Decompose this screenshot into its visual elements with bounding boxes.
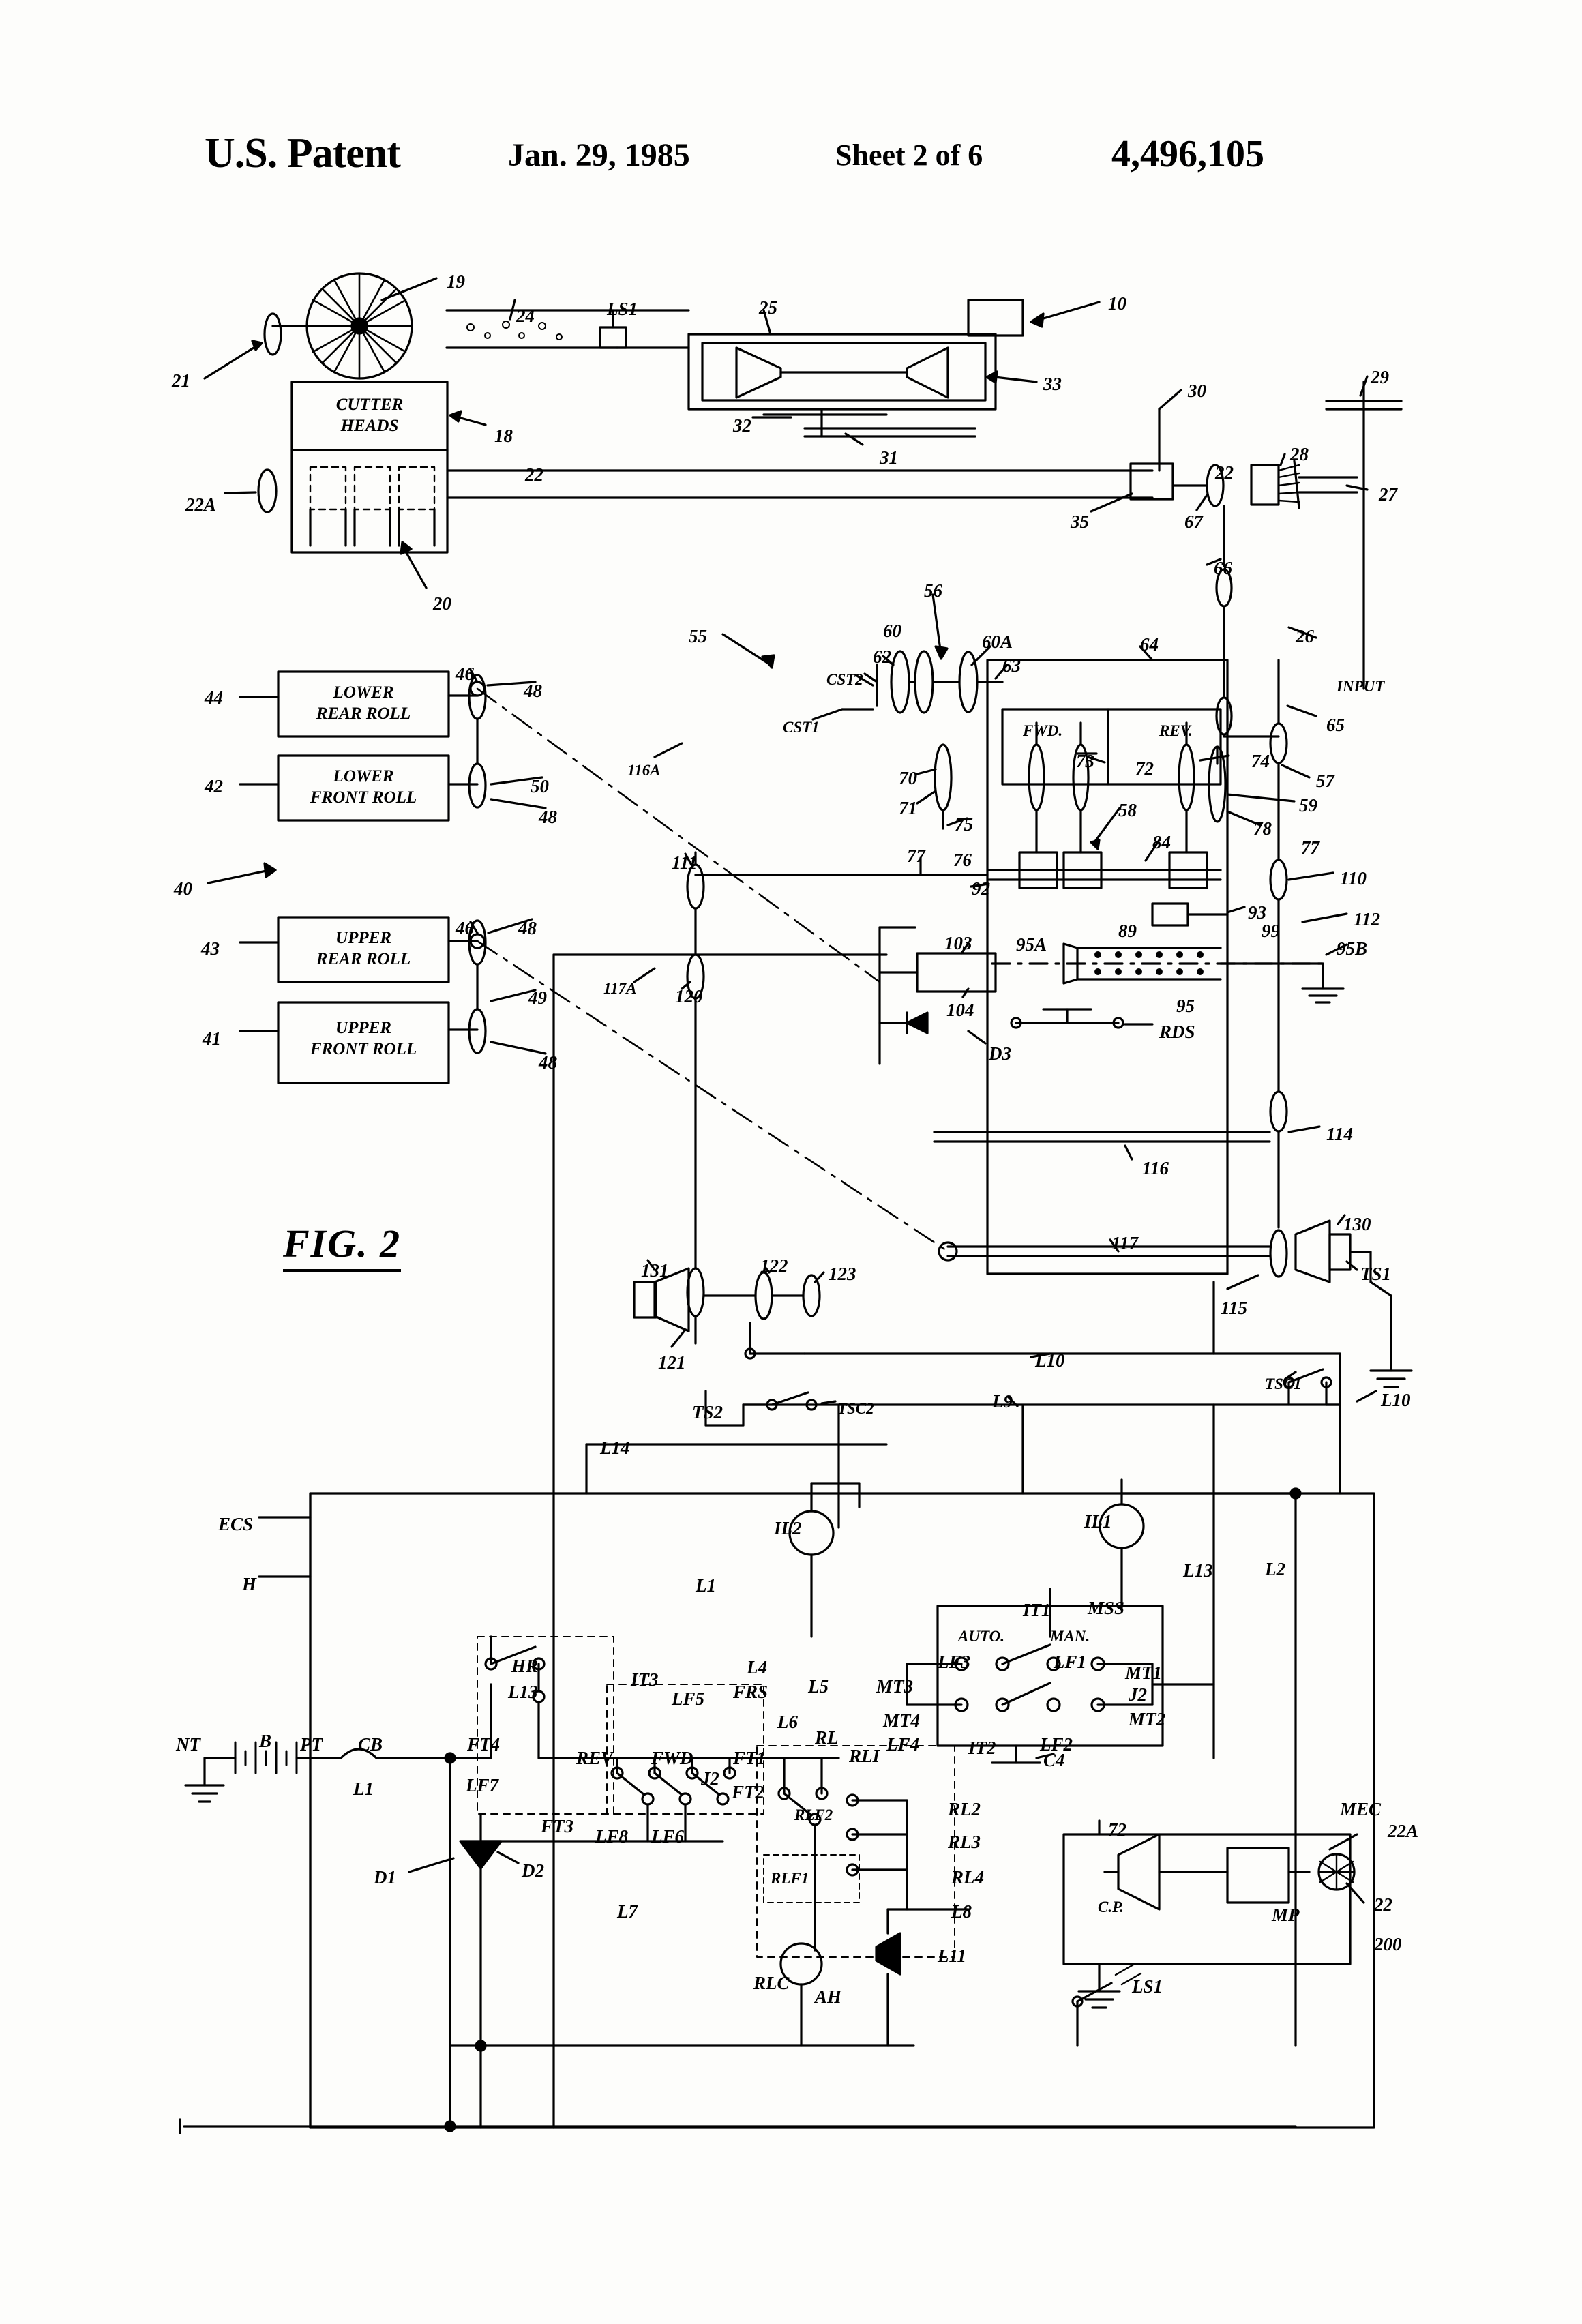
reference-numeral: D3 — [989, 1043, 1011, 1064]
reference-numeral: L10 — [1035, 1350, 1065, 1371]
reference-numeral: TS1 — [1360, 1264, 1392, 1284]
reference-numeral: 40 — [174, 878, 192, 899]
reference-numeral: 74 — [1251, 751, 1270, 771]
reference-numeral: 48 — [518, 918, 537, 938]
reference-numeral: 115 — [1221, 1298, 1248, 1318]
reference-numeral: 26 — [1296, 626, 1314, 646]
reference-numeral: FT3 — [541, 1816, 574, 1836]
reference-numeral: 57 — [1316, 771, 1334, 791]
reference-numeral: C4 — [1043, 1750, 1065, 1770]
reference-numeral: 46 — [456, 664, 474, 684]
reference-numeral: 114 — [1326, 1124, 1354, 1144]
reference-numeral: ECS — [218, 1514, 254, 1534]
reference-numeral: RLI — [849, 1746, 880, 1766]
reference-numeral: 31 — [880, 447, 898, 468]
reference-numeral: IL2 — [774, 1518, 802, 1538]
patent-office-label: U.S. Patent — [205, 130, 400, 177]
reference-numeral: 22 — [1374, 1894, 1392, 1915]
reference-numeral: MT1 — [1125, 1663, 1162, 1683]
reference-numeral: AH — [815, 1986, 842, 2007]
reference-numeral: 112 — [1354, 909, 1381, 929]
reference-numeral: HR — [511, 1656, 539, 1676]
reference-numeral: L1 — [353, 1778, 374, 1799]
reference-numeral: 117A — [603, 980, 637, 997]
reference-numeral: 48 — [539, 1052, 557, 1073]
reference-numeral: 200 — [1374, 1934, 1402, 1954]
reference-numeral: LF7 — [466, 1775, 499, 1796]
reference-numeral: 32 — [733, 415, 751, 436]
reference-numeral: 72 — [1108, 1819, 1126, 1840]
reference-numeral: RL4 — [951, 1867, 985, 1888]
reference-numeral: 95 — [1176, 996, 1195, 1016]
reference-numeral: 123 — [829, 1264, 856, 1284]
reference-numeral: 99 — [1262, 921, 1280, 941]
reference-numeral: C.P. — [1098, 1898, 1124, 1916]
reference-numeral: 117 — [1111, 1233, 1139, 1253]
reference-numeral: MAN. — [1050, 1628, 1090, 1645]
reference-numeral: FT2 — [732, 1782, 765, 1802]
reference-numeral: MEC — [1340, 1799, 1382, 1819]
reference-numeral: 44 — [205, 687, 223, 708]
reference-numeral: MP — [1272, 1905, 1300, 1925]
reference-numeral: 95B — [1337, 938, 1368, 959]
reference-numeral: 120 — [675, 986, 703, 1007]
reference-numeral: 60 — [883, 621, 901, 641]
reference-numeral: J2 — [1129, 1684, 1147, 1705]
reference-numeral: 25 — [759, 297, 777, 318]
reference-numeral: 46 — [456, 918, 474, 938]
reference-numeral: L1 — [696, 1575, 716, 1596]
reference-numeral: 43 — [201, 938, 220, 959]
reference-numeral: B — [259, 1731, 272, 1751]
reference-numeral: 116A — [627, 762, 661, 779]
reference-numeral: 73 — [1076, 751, 1094, 771]
reference-numeral: MT4 — [883, 1710, 920, 1731]
reference-numeral: MT3 — [876, 1676, 913, 1697]
reference-numeral: 22 — [525, 464, 543, 485]
reference-numeral: REV. — [1159, 722, 1193, 739]
reference-numeral: LF6 — [651, 1826, 685, 1847]
reference-numeral: 62 — [873, 646, 891, 667]
reference-numeral: LS1 — [607, 299, 638, 319]
box-label-lower-front-roll: LOWER FRONT ROLL — [310, 767, 417, 807]
reference-numeral: AUTO. — [958, 1628, 1004, 1645]
reference-numeral: LF5 — [672, 1688, 705, 1709]
reference-numeral: 131 — [641, 1260, 669, 1281]
reference-numeral: 76 — [953, 850, 972, 870]
reference-numeral: L10 — [1381, 1390, 1411, 1410]
reference-numeral: 10 — [1108, 293, 1126, 314]
reference-numeral: 116 — [1142, 1158, 1169, 1178]
reference-numeral: 28 — [1290, 444, 1309, 464]
reference-numeral: 50 — [531, 776, 549, 796]
reference-numeral: 77 — [1301, 837, 1319, 858]
reference-numeral: MT2 — [1129, 1709, 1165, 1729]
reference-numeral: 55 — [689, 626, 707, 646]
reference-numeral: LF8 — [595, 1826, 629, 1847]
reference-numeral: 60A — [982, 631, 1013, 652]
reference-numeral: 65 — [1326, 715, 1345, 735]
reference-numeral: REV — [576, 1748, 614, 1768]
reference-numeral: RL3 — [948, 1832, 981, 1852]
reference-numeral: FT4 — [467, 1734, 501, 1755]
reference-numeral: RLC — [753, 1973, 790, 1993]
reference-numeral: 70 — [899, 768, 917, 788]
reference-numeral: 71 — [899, 798, 917, 818]
reference-numeral: TS2 — [692, 1402, 723, 1422]
reference-numeral: 35 — [1071, 511, 1089, 532]
reference-numeral: 72 — [1135, 758, 1154, 779]
reference-numeral: 111 — [672, 852, 698, 873]
reference-numeral: PT — [300, 1734, 323, 1755]
reference-numeral: FRS — [733, 1682, 768, 1702]
reference-numeral: FWD. — [1023, 722, 1063, 739]
reference-numeral: LS1 — [1132, 1976, 1163, 1997]
reference-numeral: D1 — [374, 1867, 396, 1888]
reference-numeral: IL1 — [1084, 1511, 1112, 1532]
figure-label: FIG. 2 — [283, 1221, 401, 1272]
reference-numeral: 130 — [1343, 1214, 1371, 1234]
reference-numeral: TSC2 — [837, 1400, 874, 1417]
reference-numeral: 121 — [658, 1352, 686, 1373]
reference-numeral: L9 — [992, 1391, 1013, 1412]
reference-numeral: CST1 — [783, 719, 820, 736]
reference-numeral: J2 — [701, 1768, 719, 1789]
reference-numeral: 104 — [946, 1000, 974, 1020]
reference-numeral: 48 — [524, 681, 542, 701]
reference-numeral: IT2 — [968, 1738, 996, 1758]
box-label-lower-rear-roll: LOWER REAR ROLL — [316, 683, 411, 724]
box-label-cutter-heads: CUTTER HEADS — [335, 396, 404, 436]
reference-numeral: 19 — [447, 271, 465, 292]
reference-numeral: CST2 — [826, 671, 863, 688]
reference-numeral: 56 — [924, 580, 942, 601]
reference-numeral: RLF2 — [794, 1806, 833, 1823]
reference-numeral: 59 — [1299, 795, 1317, 816]
reference-numeral: L2 — [1265, 1559, 1285, 1579]
reference-numeral: D2 — [522, 1860, 544, 1881]
reference-numeral: 63 — [1002, 655, 1021, 676]
reference-numeral: TSC1 — [1265, 1375, 1302, 1392]
reference-numeral: 84 — [1152, 832, 1171, 852]
reference-numeral: RDS — [1159, 1022, 1195, 1042]
reference-numeral: 89 — [1118, 921, 1137, 941]
reference-numeral: RL — [815, 1727, 839, 1748]
reference-numeral: 24 — [516, 306, 535, 326]
reference-numeral: 41 — [203, 1028, 221, 1049]
reference-numeral: IT3 — [631, 1669, 659, 1690]
reference-numeral: 110 — [1340, 868, 1367, 889]
reference-numeral: NT — [176, 1734, 200, 1755]
box-label-upper-front-roll: UPPER FRONT ROLL — [310, 1019, 417, 1059]
reference-numeral: L14 — [600, 1437, 630, 1458]
reference-numeral: 95A — [1016, 934, 1047, 955]
reference-numeral: 122 — [760, 1255, 788, 1276]
reference-numeral: INPUT — [1337, 678, 1385, 695]
reference-numeral: MSS — [1088, 1598, 1125, 1618]
reference-numeral: RL2 — [948, 1799, 981, 1819]
reference-numeral: 66 — [1214, 558, 1232, 578]
reference-numeral: LF1 — [1054, 1652, 1087, 1672]
reference-numeral: 29 — [1371, 367, 1389, 387]
reference-numeral: L7 — [617, 1901, 638, 1922]
reference-numeral: CB — [358, 1734, 383, 1755]
reference-numeral: 21 — [172, 370, 190, 391]
reference-numeral: 30 — [1188, 381, 1206, 401]
reference-numeral: 78 — [1253, 818, 1272, 839]
reference-numeral: 92 — [972, 878, 990, 899]
box-label-upper-rear-roll: UPPER REAR ROLL — [316, 929, 411, 969]
reference-numeral: 103 — [944, 933, 972, 953]
sheet-number: Sheet 2 of 6 — [835, 138, 983, 172]
reference-numeral: 22A — [1388, 1821, 1419, 1841]
patent-date: Jan. 29, 1985 — [508, 137, 690, 173]
reference-numeral: 58 — [1118, 800, 1137, 820]
reference-numeral: 49 — [528, 987, 547, 1008]
reference-numeral: L13 — [508, 1682, 538, 1702]
reference-numeral: 33 — [1043, 374, 1062, 394]
reference-numeral: L4 — [747, 1657, 767, 1678]
reference-numeral: 27 — [1379, 484, 1397, 505]
reference-numeral: LF2 — [1040, 1734, 1073, 1755]
reference-numeral: L13 — [1183, 1560, 1213, 1581]
reference-numeral: 22A — [185, 494, 217, 515]
reference-numeral: 75 — [955, 814, 973, 835]
reference-numeral: FWD — [651, 1748, 693, 1768]
reference-numeral: 77 — [907, 846, 925, 866]
reference-numeral: 93 — [1248, 902, 1266, 923]
reference-numeral: L6 — [777, 1712, 798, 1732]
reference-numeral: L5 — [808, 1676, 829, 1697]
reference-numeral: L8 — [951, 1901, 972, 1922]
reference-numeral: IT1 — [1023, 1600, 1051, 1620]
reference-numeral: H — [242, 1574, 257, 1594]
reference-numeral: FT1 — [733, 1748, 766, 1768]
reference-numeral: LF3 — [938, 1652, 971, 1672]
reference-numeral: L11 — [938, 1946, 967, 1966]
reference-numeral: 48 — [539, 807, 557, 827]
reference-numeral: RLF1 — [771, 1870, 809, 1887]
patent-number: 4,496,105 — [1111, 133, 1264, 175]
reference-numeral: LF4 — [886, 1734, 920, 1755]
reference-numeral: 67 — [1184, 511, 1203, 532]
reference-numeral: 64 — [1140, 634, 1159, 655]
reference-numeral: 18 — [494, 426, 513, 446]
reference-numeral: 20 — [433, 593, 451, 614]
reference-numeral: 22 — [1215, 462, 1234, 483]
reference-numeral: 42 — [205, 776, 223, 796]
